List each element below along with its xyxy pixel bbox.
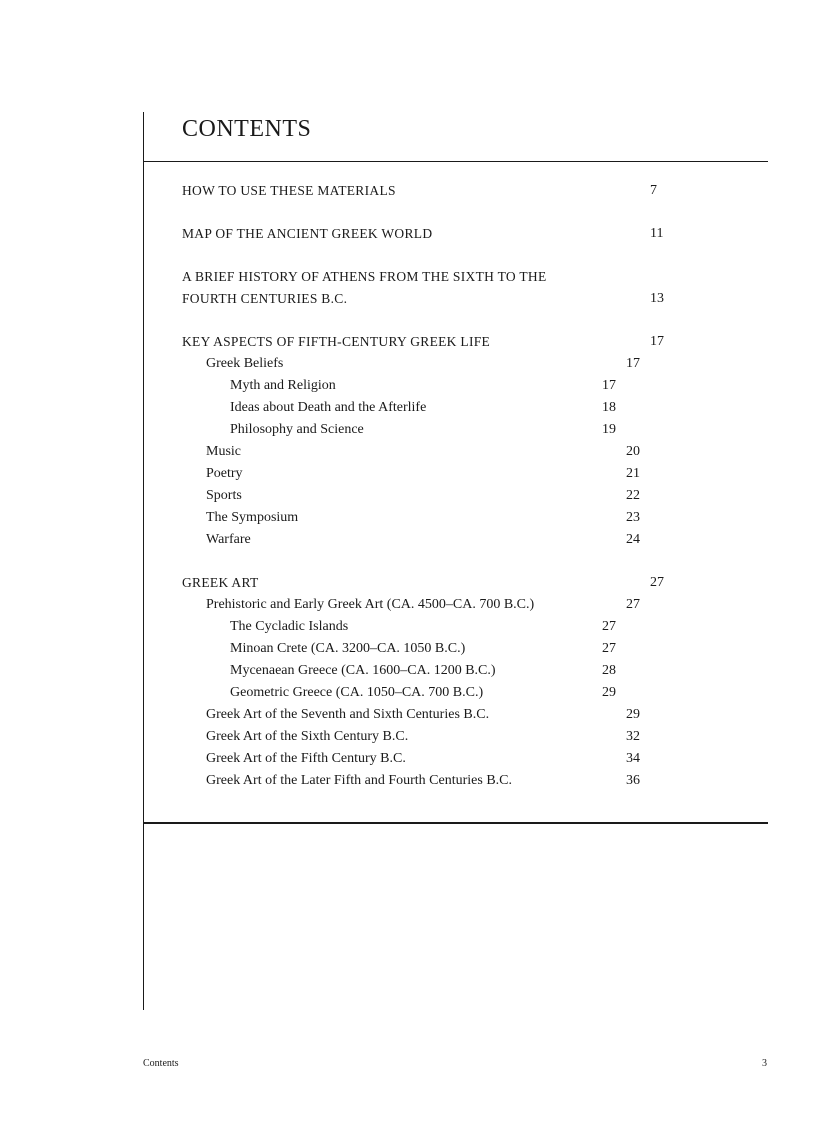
- toc-entry-label: Greek Art of the Fifth Century B.C.: [206, 751, 406, 766]
- toc-entry-page: 17: [650, 334, 664, 349]
- toc-entry-page: 17: [626, 356, 640, 371]
- toc-entry-label: Prehistoric and Early Greek Art (CA. 4500–CA. 700 B.C.): [206, 597, 535, 612]
- toc-section: [182, 572, 672, 594]
- toc-subsection: [182, 441, 672, 463]
- toc-entry-label: Music: [206, 444, 241, 459]
- toc-subsubsection: [182, 397, 672, 419]
- toc-subsection: [182, 507, 672, 529]
- toc-spacer: [182, 310, 672, 331]
- toc-section: [182, 223, 672, 245]
- toc-entry-label: A BRIEF HISTORY OF ATHENS FROM THE SIXTH TO THE FOURTH CENTURIES B.C.: [182, 269, 547, 306]
- toc-entry-page: 27: [650, 575, 664, 590]
- toc-entry-page: 24: [626, 532, 640, 547]
- toc-entry-page: 22: [626, 488, 640, 503]
- toc-entry-label: Poetry: [206, 466, 243, 481]
- toc-subsubsection: [182, 682, 672, 704]
- toc-entry-label: Ideas about Death and the Afterlife: [230, 400, 427, 415]
- toc-entry-page: 28: [602, 663, 616, 678]
- toc-subsection: [182, 463, 672, 485]
- toc-spacer: [182, 245, 672, 266]
- toc-entry-label: The Cycladic Islands: [230, 619, 349, 634]
- toc-subsubsection: [182, 419, 672, 441]
- toc-subsection: [182, 594, 672, 616]
- toc-entry-label: Geometric Greece (CA. 1050–CA. 700 B.C.): [230, 685, 484, 700]
- toc-entry-label: Mycenaean Greece (CA. 1600–CA. 1200 B.C.): [230, 663, 496, 678]
- toc-subsection: [182, 353, 672, 375]
- toc-spacer: [182, 551, 672, 572]
- toc-subsubsection: [182, 638, 672, 660]
- toc-entry-label: Myth and Religion: [230, 378, 336, 393]
- toc-entry-page: 17: [602, 378, 616, 393]
- toc-entry-page: 27: [626, 597, 640, 612]
- toc-subsection: [182, 770, 672, 792]
- toc-entry-page: 20: [626, 444, 640, 459]
- toc-entry-page: 21: [626, 466, 640, 481]
- toc-entry-label: HOW TO USE THESE MATERIALS: [182, 183, 396, 198]
- table-of-contents: [182, 180, 672, 792]
- toc-subsubsection: [182, 616, 672, 638]
- toc-entry-page: 32: [626, 729, 640, 744]
- toc-entry-page: 27: [602, 619, 616, 634]
- bottom-rule: [143, 822, 768, 824]
- toc-entry-label: MAP OF THE ANCIENT GREEK WORLD: [182, 226, 433, 241]
- toc-entry-label: Greek Art of the Sixth Century B.C.: [206, 729, 409, 744]
- toc-entry-page: 27: [602, 641, 616, 656]
- toc-subsection: [182, 748, 672, 770]
- toc-subsection: [182, 704, 672, 726]
- toc-entry-page: 18: [602, 400, 616, 415]
- toc-entry-label: Philosophy and Science: [230, 422, 364, 437]
- toc-entry-page: 7: [650, 183, 657, 198]
- page-title: CONTENTS: [182, 116, 312, 142]
- toc-entry-page: 34: [626, 751, 640, 766]
- top-rule: [143, 161, 768, 162]
- toc-entry-page: 19: [602, 422, 616, 437]
- toc-entry-label: Greek Art of the Later Fifth and Fourth Centuries B.C.: [206, 773, 512, 788]
- footer-page-number: 3: [762, 1058, 767, 1069]
- vertical-rule: [143, 112, 144, 1010]
- toc-subsection: [182, 485, 672, 507]
- toc-entry-page: 23: [626, 510, 640, 525]
- toc-entry-page: 36: [626, 773, 640, 788]
- toc-entry-label: Greek Art of the Seventh and Sixth Centuries B.C.: [206, 707, 490, 722]
- toc-subsection: [182, 529, 672, 551]
- toc-spacer: [182, 202, 672, 223]
- toc-subsection: [182, 726, 672, 748]
- toc-section: [182, 180, 672, 202]
- footer-label: Contents: [143, 1058, 179, 1069]
- toc-section: [182, 331, 672, 353]
- toc-entry-page: 11: [650, 226, 664, 241]
- toc-subsubsection: [182, 660, 672, 682]
- toc-entry-page: 29: [602, 685, 616, 700]
- toc-entry-label: KEY ASPECTS OF FIFTH-CENTURY GREEK LIFE: [182, 334, 491, 349]
- toc-entry-page: 13: [650, 291, 664, 306]
- toc-entry-label: Warfare: [206, 532, 251, 547]
- toc-entry-label: GREEK ART: [182, 575, 259, 590]
- toc-entry-label: Greek Beliefs: [206, 356, 284, 371]
- toc-entry-label: Minoan Crete (CA. 3200–CA. 1050 B.C.): [230, 641, 466, 656]
- toc-entry-page: 29: [626, 707, 640, 722]
- toc-entry-label: Sports: [206, 488, 242, 503]
- toc-section: [182, 266, 672, 310]
- toc-entry-label: The Symposium: [206, 510, 299, 525]
- toc-subsubsection: [182, 375, 672, 397]
